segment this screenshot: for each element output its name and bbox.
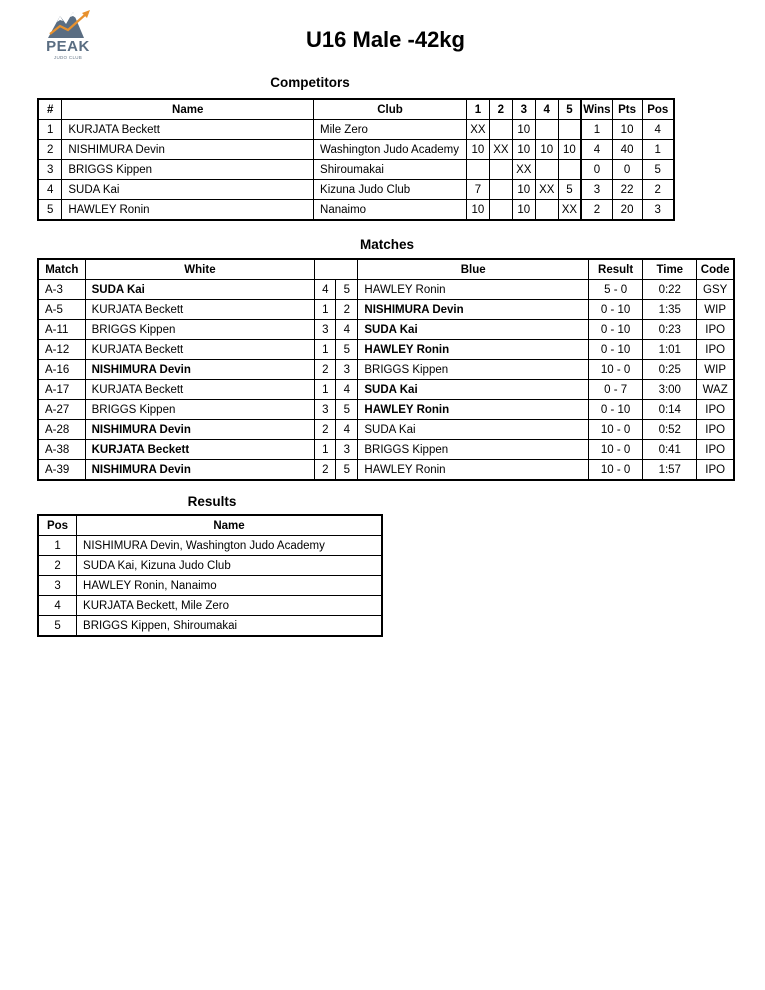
competitor-num: 3 xyxy=(38,160,62,180)
result-pos: 5 xyxy=(38,616,77,637)
white-competitor: NISHIMURA Devin xyxy=(85,420,315,440)
match-result: 0 - 7 xyxy=(589,380,643,400)
header-round-3: 3 xyxy=(512,99,535,120)
competitor-row xyxy=(38,120,674,140)
match-code: IPO xyxy=(697,420,734,440)
round-3-score: 10 xyxy=(512,180,535,200)
competitor-name: BRIGGS Kippen xyxy=(62,160,314,180)
result-name: HAWLEY Ronin, Nanaimo xyxy=(77,576,382,596)
blue-number: 4 xyxy=(336,420,358,440)
competitor-wins: 4 xyxy=(581,140,612,160)
match-row xyxy=(38,300,734,320)
match-time: 1:35 xyxy=(643,300,697,320)
competitor-wins: 2 xyxy=(581,200,612,221)
blue-competitor: SUDA Kai xyxy=(358,320,589,340)
competitor-pts: 20 xyxy=(612,200,642,221)
competitor-pts: 10 xyxy=(612,120,642,140)
white-number: 1 xyxy=(315,300,336,320)
header-code: Code xyxy=(697,259,734,280)
match-code: IPO xyxy=(697,460,734,481)
white-number: 3 xyxy=(315,320,336,340)
blue-number: 3 xyxy=(336,440,358,460)
header-match: Match xyxy=(38,259,85,280)
blue-competitor: SUDA Kai xyxy=(358,420,589,440)
blue-number: 4 xyxy=(336,320,358,340)
white-number: 2 xyxy=(315,360,336,380)
header-round-5: 5 xyxy=(558,99,581,120)
match-row xyxy=(38,360,734,380)
header-result: Result xyxy=(589,259,643,280)
header-num: # xyxy=(38,99,62,120)
match-result: 0 - 10 xyxy=(589,400,643,420)
competitor-name: SUDA Kai xyxy=(62,180,314,200)
match-id: A-12 xyxy=(38,340,85,360)
competitors-header-row xyxy=(38,99,674,120)
logo-subtext: JUDO CLUB xyxy=(53,55,83,60)
blue-competitor: BRIGGS Kippen xyxy=(358,360,589,380)
competitor-num: 1 xyxy=(38,120,62,140)
match-id: A-5 xyxy=(38,300,85,320)
competitor-pts: 40 xyxy=(612,140,642,160)
result-name: NISHIMURA Devin, Washington Judo Academy xyxy=(77,536,382,556)
blue-competitor: HAWLEY Ronin xyxy=(358,400,589,420)
match-row xyxy=(38,380,734,400)
competitor-club: Kizuna Judo Club xyxy=(314,180,467,200)
round-3-score: 10 xyxy=(512,200,535,221)
white-competitor: BRIGGS Kippen xyxy=(85,320,315,340)
competitor-row xyxy=(38,200,674,221)
match-code: WAZ xyxy=(697,380,734,400)
competitor-pos: 3 xyxy=(642,200,674,221)
match-time: 0:23 xyxy=(643,320,697,340)
header-name: Name xyxy=(62,99,314,120)
result-pos: 2 xyxy=(38,556,77,576)
white-competitor: SUDA Kai xyxy=(85,280,315,300)
header-blue: Blue xyxy=(358,259,589,280)
header-blue-num xyxy=(336,259,358,280)
match-result: 0 - 10 xyxy=(589,300,643,320)
competitor-wins: 0 xyxy=(581,160,612,180)
match-row xyxy=(38,440,734,460)
header-club: Club xyxy=(314,99,467,120)
round-5-score: 5 xyxy=(558,180,581,200)
round-2-score xyxy=(489,200,512,221)
competitor-row xyxy=(38,160,674,180)
results-header-row xyxy=(38,515,382,536)
match-result: 5 - 0 xyxy=(589,280,643,300)
competitor-club: Shiroumakai xyxy=(314,160,467,180)
blue-competitor: SUDA Kai xyxy=(358,380,589,400)
round-2-score xyxy=(489,160,512,180)
round-3-score: 10 xyxy=(512,140,535,160)
results-heading: Results xyxy=(187,494,237,509)
header-round-2: 2 xyxy=(489,99,512,120)
match-id: A-17 xyxy=(38,380,85,400)
blue-competitor: BRIGGS Kippen xyxy=(358,440,589,460)
round-2-score xyxy=(489,180,512,200)
match-id: A-27 xyxy=(38,400,85,420)
white-number: 1 xyxy=(315,340,336,360)
competitor-pos: 1 xyxy=(642,140,674,160)
result-name: KURJATA Beckett, Mile Zero xyxy=(77,596,382,616)
round-1-score xyxy=(466,160,489,180)
competitor-num: 5 xyxy=(38,200,62,221)
match-row xyxy=(38,400,734,420)
match-row xyxy=(38,320,734,340)
header-time: Time xyxy=(643,259,697,280)
round-4-score xyxy=(535,200,558,221)
white-number: 2 xyxy=(315,460,336,481)
white-number: 2 xyxy=(315,420,336,440)
match-time: 1:57 xyxy=(643,460,697,481)
match-time: 3:00 xyxy=(643,380,697,400)
blue-competitor: NISHIMURA Devin xyxy=(358,300,589,320)
round-2-score xyxy=(489,120,512,140)
competitor-row xyxy=(38,180,674,200)
match-id: A-3 xyxy=(38,280,85,300)
match-time: 0:52 xyxy=(643,420,697,440)
match-result: 10 - 0 xyxy=(589,420,643,440)
white-competitor: KURJATA Beckett xyxy=(85,340,315,360)
match-id: A-16 xyxy=(38,360,85,380)
match-row xyxy=(38,420,734,440)
result-pos: 3 xyxy=(38,576,77,596)
competitor-name: KURJATA Beckett xyxy=(62,120,314,140)
matches-header-row xyxy=(38,259,734,280)
white-competitor: NISHIMURA Devin xyxy=(85,360,315,380)
header-wins: Wins xyxy=(581,99,612,120)
competitor-pos: 4 xyxy=(642,120,674,140)
match-time: 0:41 xyxy=(643,440,697,460)
round-4-score: 10 xyxy=(535,140,558,160)
round-4-score: XX xyxy=(535,180,558,200)
round-5-score: 10 xyxy=(558,140,581,160)
match-time: 1:01 xyxy=(643,340,697,360)
header-pts: Pts xyxy=(612,99,642,120)
blue-number: 2 xyxy=(336,300,358,320)
round-4-score xyxy=(535,120,558,140)
competitor-name: HAWLEY Ronin xyxy=(62,200,314,221)
white-number: 4 xyxy=(315,280,336,300)
blue-number: 5 xyxy=(336,460,358,481)
competitor-wins: 1 xyxy=(581,120,612,140)
white-number: 3 xyxy=(315,400,336,420)
match-id: A-11 xyxy=(38,320,85,340)
round-1-score: 7 xyxy=(466,180,489,200)
match-id: A-39 xyxy=(38,460,85,481)
result-pos: 1 xyxy=(38,536,77,556)
match-result: 10 - 0 xyxy=(589,440,643,460)
competitors-heading: Competitors xyxy=(270,75,350,90)
result-pos: 4 xyxy=(38,596,77,616)
white-competitor: KURJATA Beckett xyxy=(85,440,315,460)
blue-competitor: HAWLEY Ronin xyxy=(358,280,589,300)
round-1-score: 10 xyxy=(466,200,489,221)
page-title: U16 Male -42kg xyxy=(306,27,465,52)
blue-number: 5 xyxy=(336,280,358,300)
results-table xyxy=(37,514,383,637)
match-code: IPO xyxy=(697,400,734,420)
result-row xyxy=(38,556,382,576)
matches-table xyxy=(37,258,735,481)
competitors-table xyxy=(37,98,675,221)
matches-heading: Matches xyxy=(359,237,415,252)
competitor-club: Mile Zero xyxy=(314,120,467,140)
result-name: BRIGGS Kippen, Shiroumakai xyxy=(77,616,382,637)
match-code: GSY xyxy=(697,280,734,300)
match-time: 0:25 xyxy=(643,360,697,380)
match-id: A-28 xyxy=(38,420,85,440)
result-row xyxy=(38,616,382,637)
header-round-1: 1 xyxy=(466,99,489,120)
round-5-score xyxy=(558,160,581,180)
match-result: 0 - 10 xyxy=(589,340,643,360)
white-number: 1 xyxy=(315,440,336,460)
match-code: IPO xyxy=(697,440,734,460)
competitor-pts: 22 xyxy=(612,180,642,200)
competitor-club: Nanaimo xyxy=(314,200,467,221)
header-results-pos: Pos xyxy=(38,515,77,536)
match-code: WIP xyxy=(697,300,734,320)
match-time: 0:22 xyxy=(643,280,697,300)
match-row xyxy=(38,280,734,300)
competitor-wins: 3 xyxy=(581,180,612,200)
round-3-score: 10 xyxy=(512,120,535,140)
header-white: White xyxy=(85,259,315,280)
blue-number: 5 xyxy=(336,400,358,420)
blue-competitor: HAWLEY Ronin xyxy=(358,340,589,360)
match-id: A-38 xyxy=(38,440,85,460)
result-row xyxy=(38,536,382,556)
logo-text: PEAK xyxy=(46,38,90,55)
round-2-score: XX xyxy=(489,140,512,160)
round-3-score: XX xyxy=(512,160,535,180)
header-results-name: Name xyxy=(77,515,382,536)
match-code: WIP xyxy=(697,360,734,380)
result-row xyxy=(38,576,382,596)
header-round-4: 4 xyxy=(535,99,558,120)
blue-number: 5 xyxy=(336,340,358,360)
white-competitor: BRIGGS Kippen xyxy=(85,400,315,420)
match-time: 0:14 xyxy=(643,400,697,420)
match-row xyxy=(38,460,734,481)
match-row xyxy=(38,340,734,360)
result-name: SUDA Kai, Kizuna Judo Club xyxy=(77,556,382,576)
match-code: IPO xyxy=(697,320,734,340)
match-code: IPO xyxy=(697,340,734,360)
blue-competitor: HAWLEY Ronin xyxy=(358,460,589,481)
match-result: 0 - 10 xyxy=(589,320,643,340)
white-competitor: KURJATA Beckett xyxy=(85,300,315,320)
competitor-num: 2 xyxy=(38,140,62,160)
header-pos: Pos xyxy=(642,99,674,120)
white-competitor: NISHIMURA Devin xyxy=(85,460,315,481)
blue-number: 4 xyxy=(336,380,358,400)
round-1-score: 10 xyxy=(466,140,489,160)
competitor-row xyxy=(38,140,674,160)
competitor-pts: 0 xyxy=(612,160,642,180)
round-1-score: XX xyxy=(466,120,489,140)
result-row xyxy=(38,596,382,616)
blue-number: 3 xyxy=(336,360,358,380)
round-5-score xyxy=(558,120,581,140)
white-number: 1 xyxy=(315,380,336,400)
match-result: 10 - 0 xyxy=(589,460,643,481)
white-competitor: KURJATA Beckett xyxy=(85,380,315,400)
round-4-score xyxy=(535,160,558,180)
round-5-score: XX xyxy=(558,200,581,221)
match-result: 10 - 0 xyxy=(589,360,643,380)
competitor-name: NISHIMURA Devin xyxy=(62,140,314,160)
competitor-pos: 2 xyxy=(642,180,674,200)
competitor-club: Washington Judo Academy xyxy=(314,140,467,160)
header-white-num xyxy=(315,259,336,280)
competitor-pos: 5 xyxy=(642,160,674,180)
competitor-num: 4 xyxy=(38,180,62,200)
